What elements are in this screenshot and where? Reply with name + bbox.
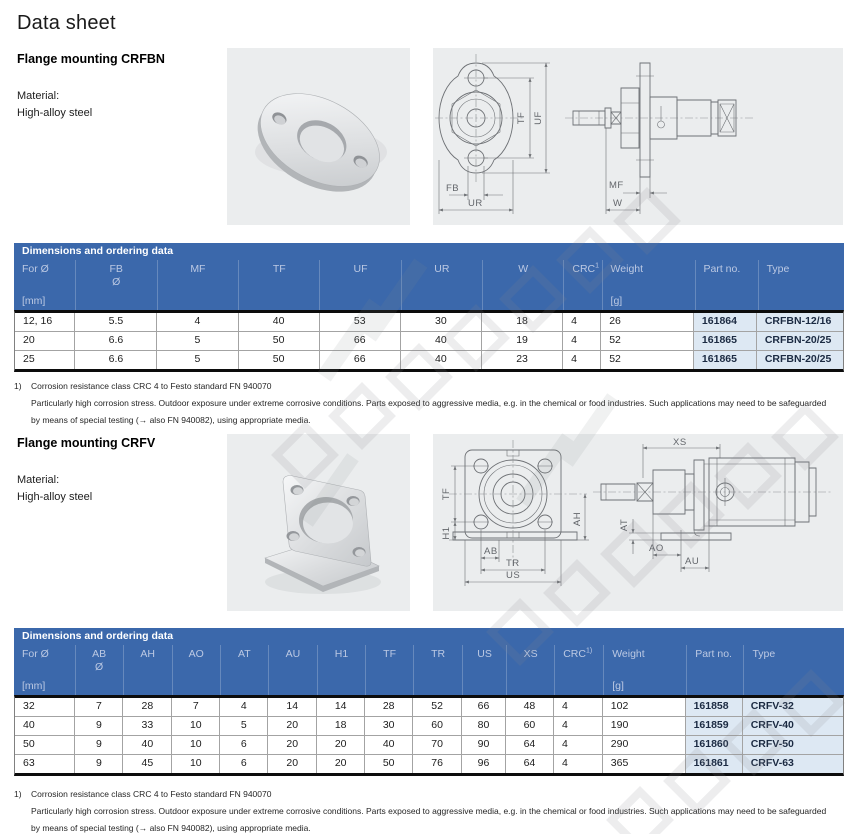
column-header-ur: UR bbox=[401, 260, 482, 310]
cell: 4 bbox=[563, 332, 601, 350]
column-header-ab: AB Ø bbox=[75, 645, 123, 695]
cell: 33 bbox=[123, 717, 172, 735]
page-title: Data sheet bbox=[17, 12, 116, 34]
cell: 45 bbox=[123, 755, 172, 773]
cell: 5 bbox=[157, 351, 238, 369]
cell: 70 bbox=[413, 736, 462, 754]
cell: 30 bbox=[401, 313, 482, 331]
cell: 4 bbox=[554, 717, 603, 735]
cell: 40 bbox=[123, 736, 172, 754]
cell: 60 bbox=[506, 717, 554, 735]
cell: 40 bbox=[15, 717, 75, 735]
dim-label-ao: AO bbox=[649, 543, 664, 554]
cell: 28 bbox=[123, 698, 172, 716]
dim-label-fb: FB bbox=[446, 183, 460, 194]
table-row bbox=[15, 736, 843, 755]
dim-label-xs: XS bbox=[673, 437, 687, 448]
cell: 4 bbox=[554, 755, 603, 773]
cell: 5.5 bbox=[75, 313, 157, 331]
dim-label-ur: UR bbox=[468, 198, 483, 209]
cell: 20 bbox=[317, 736, 365, 754]
cell: 40 bbox=[401, 351, 482, 369]
table-row bbox=[15, 698, 843, 717]
cell: 161860 bbox=[686, 736, 743, 754]
cell: 190 bbox=[603, 717, 686, 735]
cell: 53 bbox=[320, 313, 401, 331]
cell: 9 bbox=[75, 736, 123, 754]
column-header-ao: AO bbox=[172, 645, 220, 695]
cell: 66 bbox=[320, 332, 401, 350]
cell: 20 bbox=[268, 755, 317, 773]
cell: 4 bbox=[563, 313, 601, 331]
cell: 50 bbox=[239, 351, 320, 369]
dim-label-tf: TF bbox=[516, 111, 527, 125]
cell: 18 bbox=[482, 313, 563, 331]
footnote-body bbox=[31, 378, 830, 429]
cell: 66 bbox=[320, 351, 401, 369]
cell: 102 bbox=[603, 698, 686, 716]
dim-label-at: AT bbox=[619, 518, 630, 532]
cell: 48 bbox=[506, 698, 554, 716]
cell: 50 bbox=[365, 755, 413, 773]
dim-label-ah: AH bbox=[572, 511, 583, 527]
dim-label-us: US bbox=[506, 570, 521, 581]
cell: 66 bbox=[462, 698, 506, 716]
column-header-type: Type bbox=[743, 645, 843, 695]
column-header-type: Type bbox=[758, 260, 844, 310]
cell: 25 bbox=[15, 351, 75, 369]
column-header-part-no-: Part no. bbox=[695, 260, 758, 310]
dim-label-w: W bbox=[613, 198, 623, 209]
table-row bbox=[15, 332, 843, 351]
cell: 30 bbox=[365, 717, 413, 735]
cell: 96 bbox=[462, 755, 506, 773]
table-title: Dimensions and ordering data bbox=[14, 628, 844, 645]
cell: 5 bbox=[157, 332, 238, 350]
footnote-marker: 1) bbox=[14, 381, 22, 391]
cell: 63 bbox=[15, 755, 75, 773]
cell: 40 bbox=[401, 332, 482, 350]
table-row bbox=[15, 755, 843, 773]
column-header-fb: FB Ø bbox=[75, 260, 157, 310]
cell: CRFBN-12/16 bbox=[757, 313, 843, 331]
technical-drawing-crfbn bbox=[433, 48, 843, 225]
dim-label-tf: TF bbox=[441, 487, 452, 501]
cell: 64 bbox=[506, 755, 554, 773]
column-header-crc: CRC$^{1)}$ bbox=[554, 645, 603, 695]
cell: 4 bbox=[554, 736, 603, 754]
dim-label-tr: TR bbox=[506, 558, 520, 569]
cell: 4 bbox=[157, 313, 238, 331]
cell: 6 bbox=[220, 736, 268, 754]
column-header-part-no-: Part no. bbox=[686, 645, 743, 695]
material-block bbox=[17, 88, 92, 122]
cell: 40 bbox=[365, 736, 413, 754]
dim-label-au: AU bbox=[685, 556, 700, 567]
product-photo-crfv bbox=[227, 434, 410, 611]
cell: 52 bbox=[601, 332, 694, 350]
dim-label-mf: MF bbox=[609, 180, 624, 191]
cell: 60 bbox=[413, 717, 462, 735]
cell: 161864 bbox=[694, 313, 757, 331]
technical-drawing-crfv bbox=[433, 434, 843, 611]
footnote-line1: Corrosion resistance class CRC 4 to Festo standard FN 940070 bbox=[31, 381, 272, 391]
product-photo-crfbn bbox=[227, 48, 410, 225]
cell: 161858 bbox=[686, 698, 743, 716]
cell: 80 bbox=[462, 717, 506, 735]
cell: 20 bbox=[317, 755, 365, 773]
cell: 290 bbox=[603, 736, 686, 754]
cell: 10 bbox=[172, 736, 220, 754]
column-header-tf: TF bbox=[238, 260, 319, 310]
cell: 4 bbox=[563, 351, 601, 369]
cell: 9 bbox=[75, 755, 123, 773]
section-heading-crfbn: Flange mounting CRFBN bbox=[17, 52, 165, 66]
cell: 14 bbox=[268, 698, 317, 716]
column-header-us: US bbox=[462, 645, 506, 695]
cell: 14 bbox=[317, 698, 365, 716]
column-header-tf: TF bbox=[365, 645, 413, 695]
material-value: High-alloy steel bbox=[17, 491, 93, 503]
footnote-line1: Corrosion resistance class CRC 4 to Festo standard FN 940070 bbox=[31, 789, 272, 799]
column-header-crc: CRC$^1$ bbox=[563, 260, 601, 310]
footnote-body bbox=[31, 786, 830, 834]
footnote-text: Particularly high corrosion stress. Outdoor exposure under extreme corrosive conditions. Parts exposed to aggressive media, e.g. in the chemical or food industries. Such applications may need to be safeguarded by means of special testing (→ also FN 940082), using appropriate media. bbox=[31, 806, 827, 833]
column-header-au: AU bbox=[268, 645, 317, 695]
table-body bbox=[14, 310, 844, 372]
table-header-row bbox=[14, 260, 844, 310]
column-header-weight: Weight [g] bbox=[602, 260, 695, 310]
material-value: High-alloy steel bbox=[17, 107, 93, 119]
footnote-text: Particularly high corrosion stress. Outdoor exposure under extreme corrosive conditions. Parts exposed to aggressive media, e.g. in the chemical or food industries. Such applications may need to be safeguarded by means of special testing (→ also FN 940082), using appropriate media. bbox=[31, 398, 827, 425]
column-header-tr: TR bbox=[413, 645, 462, 695]
column-header-uf: UF bbox=[319, 260, 400, 310]
dim-label-uf: UF bbox=[533, 111, 544, 125]
cell: 4 bbox=[220, 698, 268, 716]
cell: 40 bbox=[239, 313, 320, 331]
footnote bbox=[14, 378, 830, 429]
footnote-marker: 1) bbox=[14, 789, 22, 799]
cell: 52 bbox=[413, 698, 462, 716]
cell: 7 bbox=[172, 698, 220, 716]
table-body bbox=[14, 695, 844, 776]
column-header-xs: XS bbox=[506, 645, 554, 695]
cell: 90 bbox=[462, 736, 506, 754]
cell: 6 bbox=[220, 755, 268, 773]
table-title: Dimensions and ordering data bbox=[14, 243, 844, 260]
cell: 6.6 bbox=[75, 332, 157, 350]
cell: 161865 bbox=[694, 332, 757, 350]
material-block bbox=[17, 472, 92, 506]
cell: 28 bbox=[365, 698, 413, 716]
column-header-w: W bbox=[482, 260, 563, 310]
dim-label-h1: H1 bbox=[441, 526, 452, 540]
cell: CRFV-40 bbox=[743, 717, 843, 735]
cell: 7 bbox=[75, 698, 123, 716]
section-heading-crfv: Flange mounting CRFV bbox=[17, 436, 156, 450]
dimensions-table-crfbn bbox=[14, 243, 844, 372]
cell: 20 bbox=[15, 332, 75, 350]
cell: 19 bbox=[482, 332, 563, 350]
cell: 64 bbox=[506, 736, 554, 754]
column-header-mf: MF bbox=[157, 260, 238, 310]
cell: CRFBN-20/25 bbox=[757, 351, 843, 369]
cell: 365 bbox=[603, 755, 686, 773]
cell: 4 bbox=[554, 698, 603, 716]
cell: 12, 16 bbox=[15, 313, 75, 331]
cell: CRFV-50 bbox=[743, 736, 843, 754]
cell: 161861 bbox=[686, 755, 743, 773]
table-header-row bbox=[14, 645, 844, 695]
cell: 32 bbox=[15, 698, 75, 716]
cell: 50 bbox=[239, 332, 320, 350]
cell: 6.6 bbox=[75, 351, 157, 369]
footnote bbox=[14, 786, 830, 834]
cell: 20 bbox=[268, 717, 317, 735]
cell: 52 bbox=[601, 351, 694, 369]
dim-label-ab: AB bbox=[484, 546, 498, 557]
column-header-h1: H1 bbox=[317, 645, 365, 695]
cell: 10 bbox=[172, 755, 220, 773]
cell: 50 bbox=[15, 736, 75, 754]
column-header-for-: For Ø [mm] bbox=[22, 648, 49, 692]
cell: 161865 bbox=[694, 351, 757, 369]
column-header-weight: Weight [g] bbox=[603, 645, 686, 695]
cell: 23 bbox=[482, 351, 563, 369]
cell: CRFV-32 bbox=[743, 698, 843, 716]
cell: 10 bbox=[172, 717, 220, 735]
cell: 18 bbox=[317, 717, 365, 735]
material-label: Material: bbox=[17, 474, 60, 486]
column-header-at: AT bbox=[220, 645, 268, 695]
column-header-ah: AH bbox=[123, 645, 172, 695]
material-label: Material: bbox=[17, 90, 60, 102]
table-row bbox=[15, 351, 843, 369]
column-header-for-: For Ø [mm] bbox=[22, 263, 49, 307]
cell: 5 bbox=[220, 717, 268, 735]
cell: 26 bbox=[601, 313, 694, 331]
cell: 161859 bbox=[686, 717, 743, 735]
cell: 76 bbox=[413, 755, 462, 773]
cell: 9 bbox=[75, 717, 123, 735]
cell: CRFV-63 bbox=[743, 755, 843, 773]
cell: 20 bbox=[268, 736, 317, 754]
table-row bbox=[15, 313, 843, 332]
table-row bbox=[15, 717, 843, 736]
dimensions-table-crfv bbox=[14, 628, 844, 776]
cell: CRFBN-20/25 bbox=[757, 332, 843, 350]
